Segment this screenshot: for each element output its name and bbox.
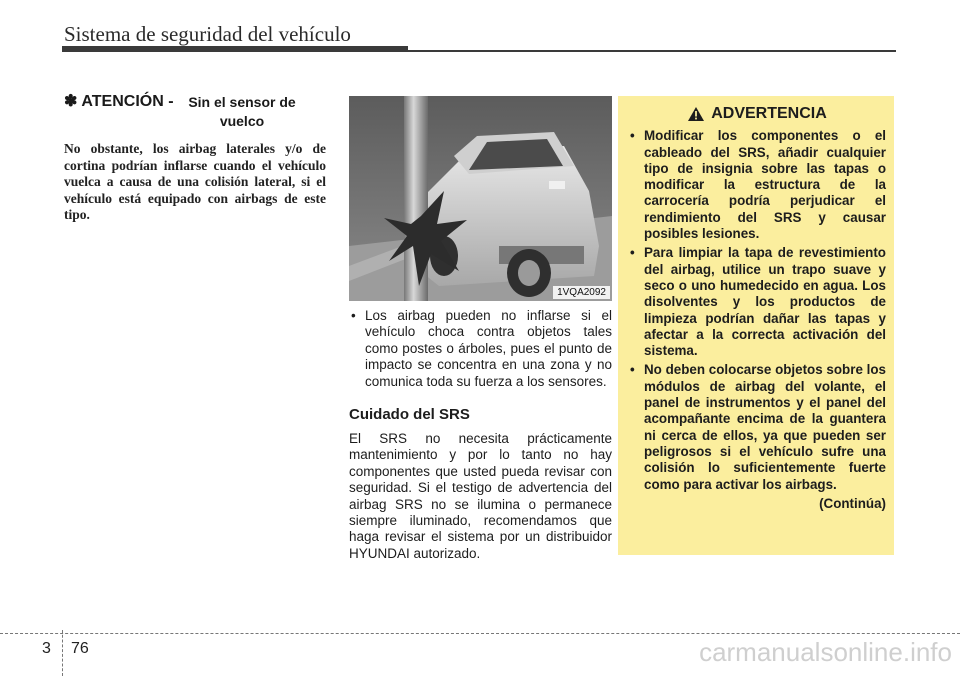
crash-illustration	[349, 96, 612, 301]
warning-item: • Modificar los componentes o el cableado del SRS, añadir cualquier tipo de insignia sobre las tapas o modificar la estructura de la carrocería podría perjudicar el rendimiento del SRS y causar posibles lesiones.	[628, 128, 886, 242]
warning-title: ADVERTENCIA	[711, 105, 827, 122]
attention-subtitle: Sin el sensor de vuelco	[188, 94, 296, 129]
attention-heading	[64, 93, 326, 131]
warning-triangle-icon	[687, 106, 705, 122]
header-rule-thin	[408, 50, 896, 52]
attention-block	[64, 93, 326, 224]
page-number: 76	[71, 640, 89, 657]
section-body: El SRS no necesita prácticamente mantenimiento y por lo tanto no hay componentes que usted pueda revisar con seguridad. Si el testigo de advertencia del airbag SRS no se ilumina o permanece siempre iluminado, recomendamos que haga revisar el sistema por un distribuidor HYUNDAI autorizado.	[349, 431, 612, 561]
page-header-title: Sistema de seguridad del vehículo	[64, 22, 351, 46]
warning-item: • No deben colocarse objetos sobre los módulos de airbag del volante, el panel de instrumentos y el panel del acompañante encima de la guantera ni cerca de ellos, ya que pueden ser peligrosos si el vehículo sufre una colisión lo suficientemente fuerte como para activar los airbags.	[628, 362, 886, 492]
warning-box	[618, 96, 894, 555]
continue-note: (Continúa)	[819, 495, 886, 511]
footer-divider	[62, 630, 63, 676]
image-code: 1VQA2092	[553, 286, 610, 299]
attention-label: ATENCIÓN -	[81, 93, 174, 110]
warning-item: • Para limpiar la tapa de revestimiento del airbag, utilice un trapo suave y seco o uno humedecido en agua. Los disolventes y los productos de limpieza podrían dañar las tapas y afectar a la correcta activación del sistema.	[628, 245, 886, 359]
warning-heading	[628, 106, 886, 122]
asterisk-icon: ✽	[64, 93, 78, 110]
section-number: 3	[42, 640, 51, 657]
section-title: Cuidado del SRS	[349, 406, 470, 424]
bullet-item: • Los airbag pueden no inflarse si el vehículo choca contra objetos tales como postes o árboles, pues el punto de impacto se concentra en una zona y no comunica toda su fuerza a los sensores.	[349, 308, 612, 390]
header-rule-thick	[62, 46, 408, 52]
car-pole-collision-image	[349, 96, 612, 301]
main-column	[349, 308, 612, 562]
watermark: carmanualsonline.info	[699, 637, 952, 667]
attention-body: No obstante, los airbag laterales y/o de cortina podrían inflarse cuando el vehículo vuelca a causa de una colisión lateral, si el vehículo está equipado con airbags de este tipo.	[64, 141, 326, 222]
footer-rule	[0, 633, 960, 634]
